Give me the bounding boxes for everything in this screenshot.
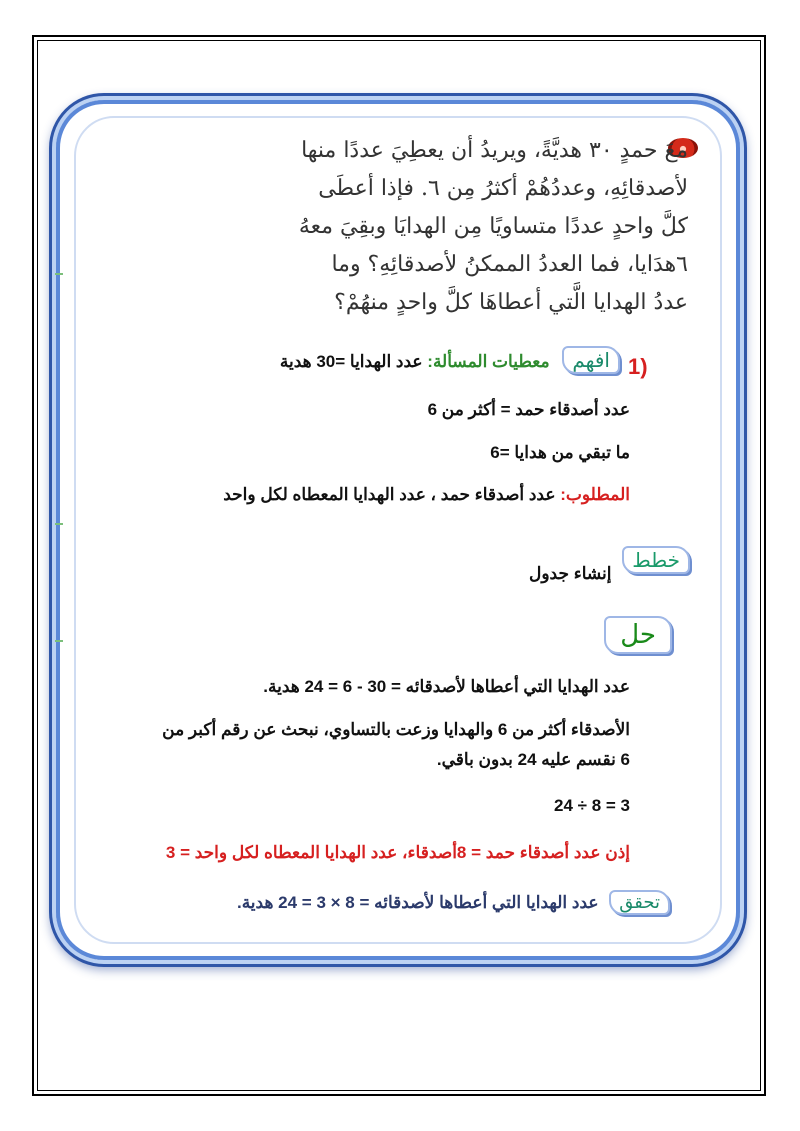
solve-line-2a: الأصدقاء أكثر من 6 والهدايا وزعت بالتساوي، نبحث عن رقم أكبر من xyxy=(162,720,630,739)
step-number: 1) xyxy=(628,354,648,379)
required-row xyxy=(223,485,630,505)
given-friends: عدد أصدقاء حمد = أكثر من 6 xyxy=(427,400,630,419)
margin-mark xyxy=(55,640,63,642)
given-remaining: ما تبقي من هدايا =6 xyxy=(490,443,630,462)
solve-conclusion: إذن عدد أصدقاء حمد = 8أصدقاء، عدد الهدايا المعطاه لكل واحد = 3 xyxy=(165,843,630,862)
problem-line: معَ حمدٍ ٣٠ هديَّةً، ويريدُ أن يعطِيَ عددًا منها xyxy=(301,138,688,163)
margin-mark xyxy=(55,523,63,525)
understand-tag: افهم xyxy=(562,346,620,374)
margin-mark xyxy=(55,273,63,275)
given-gifts: عدد الهدايا =30 هدية xyxy=(279,352,423,371)
solve-tag: حل xyxy=(604,616,672,654)
required-label: المطلوب: xyxy=(560,485,630,504)
plan-tag: خطط xyxy=(622,546,690,574)
understand-row xyxy=(280,346,620,374)
check-tag: تحقق xyxy=(609,890,670,915)
check-text: عدد الهدايا التي أعطاها لأصدقائه = 8 × 3 = 24 هدية. xyxy=(236,893,599,912)
givens-label: معطيات المسألة: xyxy=(427,352,550,371)
plan-text: إنشاء جدول xyxy=(528,564,612,583)
solve-line-2b: 6 نقسم عليه 24 بدون باقي. xyxy=(436,750,630,769)
problem-statement xyxy=(128,132,688,322)
required-text: عدد أصدقاء حمد ، عدد الهدايا المعطاه لكل واحد xyxy=(223,485,556,504)
problem-line: عددُ الهدايا الَّتي أعطاهَا كلَّ واحدٍ منهُمْ؟ xyxy=(334,290,688,315)
problem-line: ٦هدَايا، فما العددُ الممكنُ لأصدقائِهِ؟ وما xyxy=(331,252,688,277)
problem-line: لأصدقائِهِ، وعددُهُمْ أكثرُ مِن ٦. فإذا أعطَى xyxy=(318,176,688,201)
problem-line: كلَّ واحدٍ عددًا متساويًا مِن الهدايَا وبقِيَ معهُ xyxy=(298,214,688,239)
plan-row xyxy=(528,546,690,583)
solve-equation: 24 ÷ 8 = 3 xyxy=(554,796,630,815)
check-row xyxy=(237,890,670,915)
solve-row xyxy=(604,616,672,654)
solve-line-1: عدد الهدايا التي أعطاها لأصدقائه = 30 - 6 = 24 هدية. xyxy=(263,677,630,696)
